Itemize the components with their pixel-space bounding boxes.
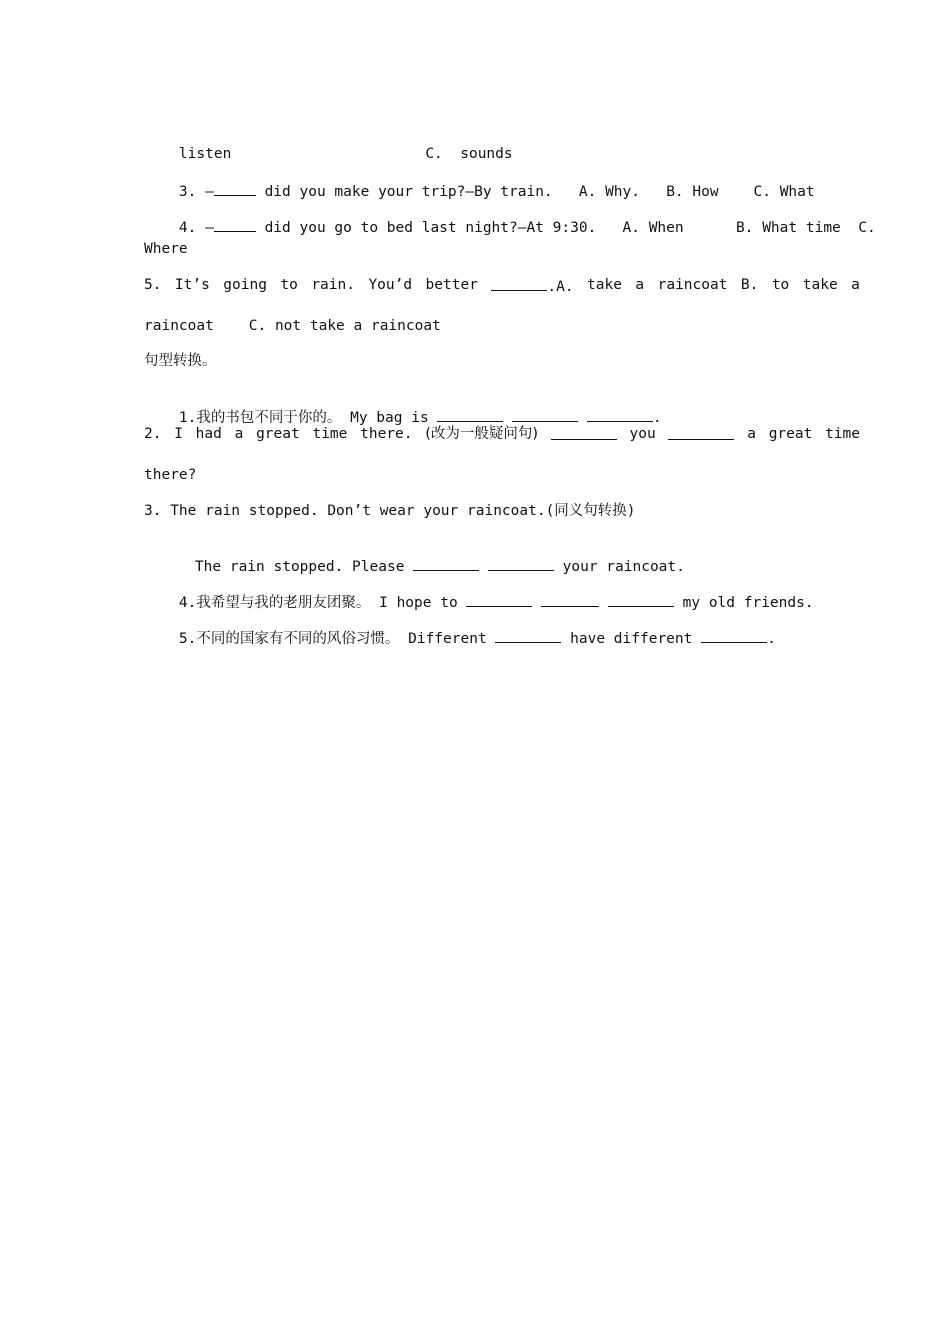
answer-blank[interactable]	[488, 556, 554, 571]
answer-blank[interactable]	[413, 556, 479, 571]
answer-blank[interactable]	[551, 425, 617, 440]
transform-3: 3. The rain stopped. Don’t wear your raincoat.(同义句转换)	[144, 503, 636, 519]
transform-3-answer: The rain stopped. Please your raincoat.	[160, 538, 685, 594]
transform-2-continued: there?	[144, 467, 197, 483]
answer-blank[interactable]	[491, 276, 547, 291]
option-a-text: listen	[178, 146, 232, 162]
answer-blank[interactable]	[214, 217, 256, 232]
question-3: 3. — did you make your trip?—By train. A. Why. B. How C. What	[144, 163, 815, 219]
answer-blank[interactable]	[587, 407, 653, 422]
question-4-continued: Where	[144, 241, 188, 257]
transform-1: 1.我的书包不同于你的。 My bag is .	[144, 389, 662, 445]
answer-blank[interactable]	[668, 425, 734, 440]
transform-4: 4.我希望与我的老朋友团聚。 I hope to my old friends.	[144, 574, 814, 630]
answer-blank[interactable]	[437, 407, 503, 422]
question-4: 4. — did you go to bed last night?—At 9:30. A. When B. What time C.	[144, 199, 876, 255]
transform-5: 5.不同的国家有不同的风俗习惯。 Different have different .	[144, 610, 776, 666]
answer-blank[interactable]	[214, 181, 256, 196]
answer-blank[interactable]	[701, 628, 767, 643]
answer-blank[interactable]	[466, 592, 532, 607]
transform-2: 2. I had a great time there. (改为一般疑问句) you a great time	[144, 426, 860, 442]
section-title: 句型转换。	[144, 353, 217, 369]
option-c-text: C. sounds	[425, 146, 513, 162]
answer-blank[interactable]	[608, 592, 674, 607]
question-5-continued: raincoat C. not take a raincoat	[144, 318, 441, 334]
question-5: 5. It’s going to rain. You’d better .A. take a raincoat B. to take a	[144, 277, 860, 295]
answer-blank[interactable]	[541, 592, 599, 607]
answer-blank[interactable]	[512, 407, 578, 422]
answer-blank[interactable]	[495, 628, 561, 643]
